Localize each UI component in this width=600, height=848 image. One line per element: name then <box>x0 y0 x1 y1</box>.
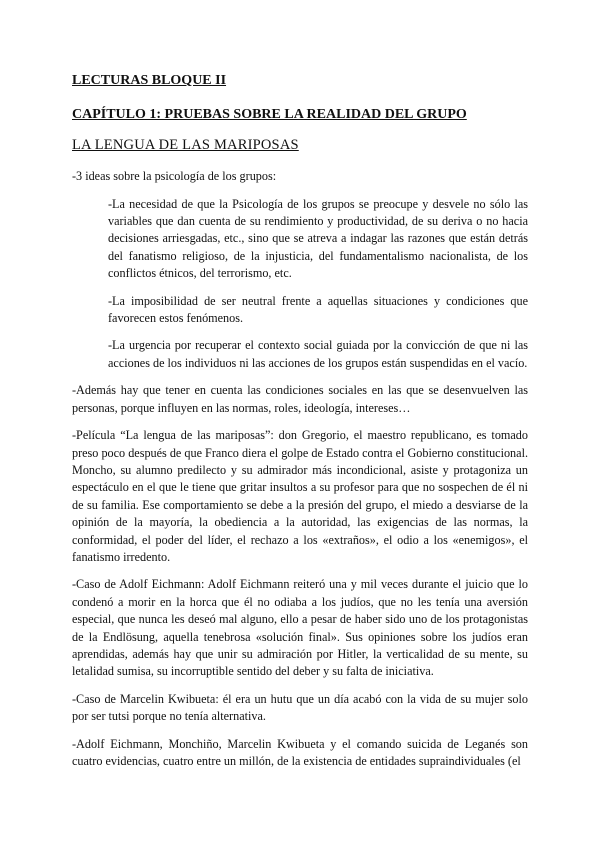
body-paragraph: -Caso de Adolf Eichmann: Adolf Eichmann reiteró una y mil veces durante el juicio que lo condenó a morir en la horca que él no odiaba a los judíos, que no les tenía una aversión especial, que nunca les deseó mal alguno, ello a pesar de haber sido uno de los protagonistas de la Endlösung, aquella tenebrosa «solución final». Sus opiniones sobre los judíos eran aprendidas, además hay que unir su admiración por Hitler, la verticalidad de su mente, su letalidad sumisa, su incorruptible sentido del deber y su falta de iniciativa. <box>72 577 528 679</box>
document-heading: LECTURAS BLOQUE II <box>72 73 227 88</box>
body-paragraph: -Además hay que tener en cuenta las condiciones sociales en las que se desenvuelven las personas, porque influyen en las normas, roles, ideología, intereses… <box>72 383 528 415</box>
body-paragraph: -Adolf Eichmann, Monchiño, Marcelin Kwibueta y el comando suicida de Leganés son cuatro evidencias, cuatro entre un millón, de la existencia de entidades supraindividuales (el <box>72 736 528 768</box>
intro-paragraph: -3 ideas sobre la psicología de los grupos: <box>72 169 277 184</box>
body-paragraph: -Película “La lengua de las mariposas”: don Gregorio, el maestro republicano, es tomado preso poco después de que Franco diera el golpe de Estado contra el Gobierno constitucional. Moncho, su alumno predilecto y su admirador más incondicional, asiste y protagoniza un espectáculo en el que le tiene que gritar insultos a su profesor para que no sospechen de él ni de su familia. Ese comportamiento se debe a la presión del grupo, el miedo a desviarse de la opinión de la mayoría, la obediencia a la autoridad, las exigencias de las normas, la conformidad, el poder del líder, el rechazo a los «extraños», el odio a los «enemigos», el fanatismo irredento. <box>72 428 528 564</box>
idea-item: -La imposibilidad de ser neutral frente a aquellas situaciones y condiciones que favorecen estos fenómenos. <box>108 293 528 326</box>
section-title: LA LENGUA DE LAS MARIPOSAS <box>72 136 299 153</box>
idea-item: -La necesidad de que la Psicología de los grupos se preocupe y desvele no sólo las variables que dan cuenta de su rendimiento y productividad, de su deriva o no hacia decisiones arriesgadas, etc., sino que se atreva a indagar las razones que están detrás del fanatismo religioso, de la injusticia, del fundamentalismo nacionalista, de los conflictos étnicos, del terrorismo, etc. <box>108 196 528 281</box>
idea-item: -La urgencia por recuperar el contexto social guiada por la convicción de que ni las acciones de los individuos ni las acciones de los grupos están suspendidas en el vacío. <box>108 338 528 370</box>
page-content <box>72 72 528 780</box>
chapter-title: CAPÍTULO 1: PRUEBAS SOBRE LA REALIDAD DEL GRUPO <box>72 107 467 123</box>
body-paragraph: -Caso de Marcelin Kwibueta: él era un hutu que un día acabó con la vida de su mujer solo por ser tutsi porque no tenía alternativa. <box>72 691 528 724</box>
